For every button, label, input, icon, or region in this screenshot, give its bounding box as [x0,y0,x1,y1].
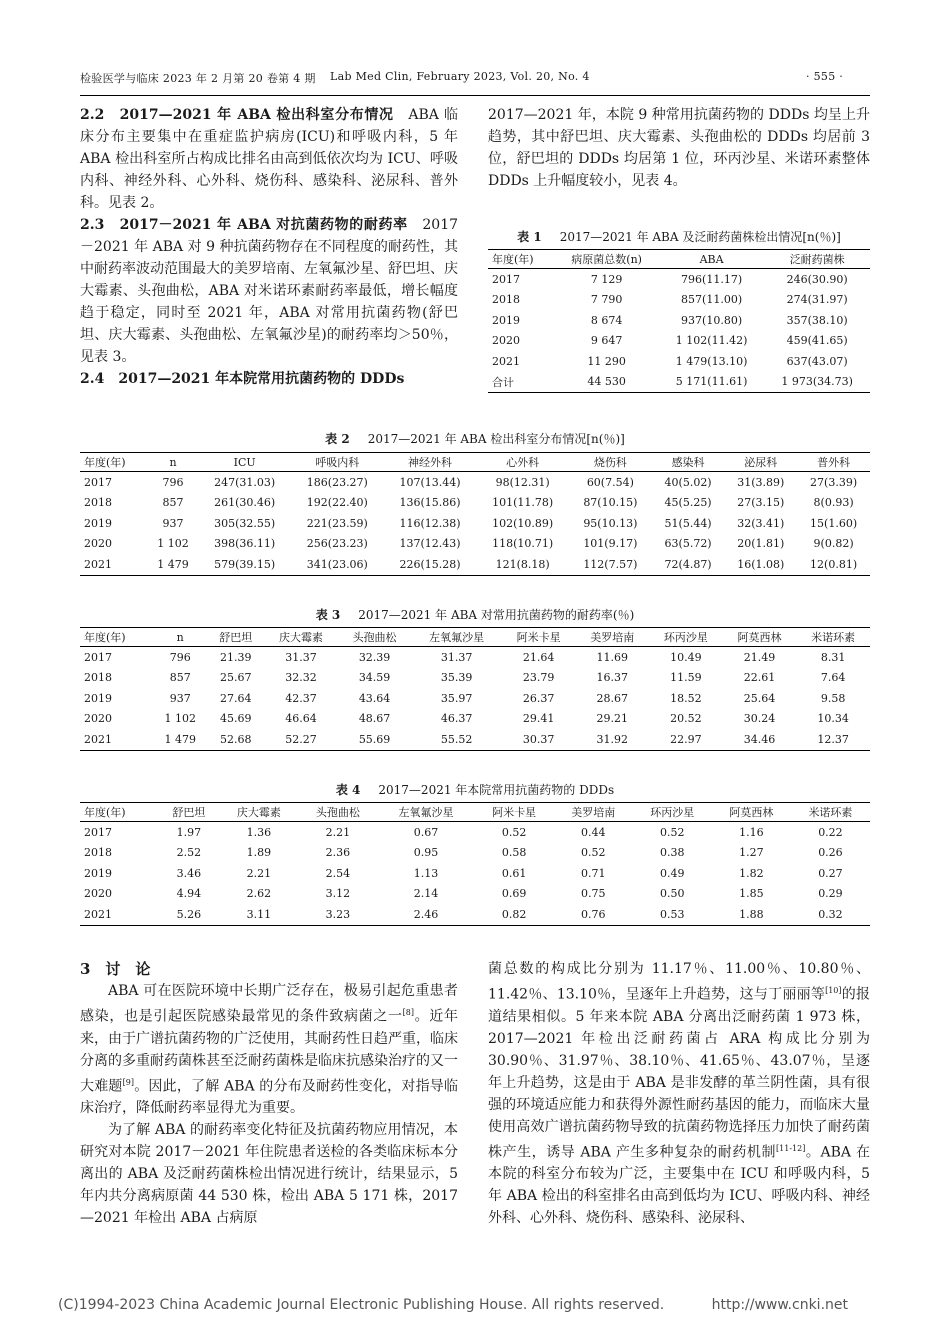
table-cell: 72(4.87) [652,554,725,575]
table-cell: 31.37 [285,650,317,664]
table-cell: 51(5.44) [664,516,712,530]
section-2-4-heading: 2.4 2017—2021 年本院常用抗菌药物的 DDDs [80,371,405,387]
table-cell: 29.41 [522,712,555,726]
table-cell: 0.26 [818,846,843,860]
table-cell: 0.67 [413,825,439,839]
table-cell: 0.82 [475,904,554,925]
column-header: 泛耐药菌株 [764,250,870,269]
right-column-top [488,104,870,192]
table-row [80,554,870,575]
table-cell: 63(5.72) [664,537,712,551]
table-cell: 1 479 [153,729,207,750]
journal-header-cn: 检验医学与临床 2023 年 2 月第 20 卷第 4 期 [80,72,316,85]
table-row [488,351,870,372]
table-cell: 31(3.89) [737,475,785,489]
section-2-2-body: ABA 临床分布主要集中在重症监护病房(ICU)和呼吸内科，5 年 ABA 检出科室所占构成比排名由高到低依次均为 ICU、呼吸内科、神经外科、心外科、烧伤科、感染科、泌尿科、普外科。见表 2。 [80,107,459,211]
table-cell: 21.49 [743,650,776,664]
section-2-3-heading: 2.3 2017－2021 年 ABA 对抗菌药物的耐药率 [80,217,408,233]
column-header: ABA [659,250,765,269]
table-cell: 1.85 [739,887,764,901]
table-cell: 1.27 [739,846,764,860]
table-cell: 1 479(13.10) [675,354,748,368]
table-cell: 16(1.08) [724,554,797,575]
table-cell: 合计 [488,372,554,393]
table-cell: 2021 [80,554,148,575]
column-header: 阿米卡星 [502,628,576,647]
header-rule [80,95,870,96]
table-cell: 2.62 [246,887,272,901]
discussion-paragraph-2-continued: 菌总数的构成比分别为 11.17％、11.00％、10.80％、11.42％、13.10％，呈逐年上升趋势，这与丁丽丽等[10]的报道结果相似。5 年来本院 ABA 分离出泛耐药菌 1 973 株，2017—2021 年检出泛耐药菌占 ARA 构成比分别为 30.90％、31.97％、38.10％、41.65％、43.07％，呈逐年上升趋势，这是由于 ABA 是非发酵的革兰阴性菌，具有很强的环境适应能力和获得外源性耐药基因的能力，而临床大量使用高效广谱抗菌药物导致的抗菌药物选择压力加快了耐药菌株产生，诱导 ABA 产生多种复杂的耐药机制[11-12]。ABA 在本院的科室分布较为广泛，主要集中在 ICU 和呼吸内科，5 年 ABA 检出的科室排名由高到低均为 ICU、呼吸内科、神经外科、心外科、烧伤科、感染科、泌尿科、 [488,961,870,1227]
table-header-row [488,250,870,269]
table-3 [80,627,870,751]
table-cell: 0.32 [791,904,870,925]
table-cell: 11.59 [670,671,702,685]
table-cell: 52.68 [207,729,264,750]
table-cell: 32.39 [358,650,391,664]
table-cell: 46.37 [440,712,473,726]
table-cell: 8 674 [590,313,623,327]
table-cell: 4.94 [176,887,202,901]
table-cell: 937 [169,691,191,705]
table-cell: 1 102 [157,537,189,551]
table-cell: 10.34 [817,712,849,726]
table-cell: 937(10.80) [681,313,743,327]
table-cell: 8(0.93) [813,496,854,510]
column-header: 庆大霉素 [219,803,298,822]
table-cell: 0.27 [818,866,843,880]
table-cell: 2020 [84,887,112,901]
section-2-4-body: 2017—2021 年，本院 9 种常用抗菌药物的 DDDs 均呈上升趋势，其中舒巴坦、庆大霉素、头孢曲松的 DDDs 均居前 3 位，舒巴坦的 DDDs 均居第 1 位，环丙沙星、米诺环素整体 DDDs 上升幅度较小，见表 4。 [488,107,870,189]
table-cell: 0.61 [501,866,527,880]
column-header: 舒巴坦 [207,628,264,647]
table-cell: 1 973(34.73) [764,372,870,393]
footer [58,1297,918,1313]
table-1 [488,249,870,393]
table-cell: 21.39 [220,650,252,664]
table-cell: 22.97 [649,729,723,750]
table-cell: 31.37 [440,650,473,664]
table-cell: 9 647 [590,334,623,348]
column-header: 年度(年) [80,628,153,647]
citation-9: [9] [122,1077,134,1087]
column-header: 美罗培南 [575,628,649,647]
column-header: 泌尿科 [724,453,797,472]
table-cell: 22.61 [743,671,776,685]
table-cell: 101(9.17) [583,537,638,551]
table-cell: 0.58 [501,846,527,860]
table-cell: 0.52 [501,825,527,839]
table-cell: 102(10.89) [492,516,554,530]
table-cell: 5 171(11.61) [659,372,765,393]
table-cell: 0.38 [660,846,685,860]
table-cell: 2020 [84,537,112,551]
table-cell: 52.27 [264,729,338,750]
table-cell: 1 479 [148,554,199,575]
table-row [80,534,870,555]
column-header: 米诺环素 [791,803,870,822]
table-cell: 20.52 [670,712,702,726]
table-4 [80,802,870,926]
table-cell: 1.16 [739,825,764,839]
table-cell: 48.67 [358,712,391,726]
table-cell: 35.97 [440,691,473,705]
table-cell: 18.52 [670,691,702,705]
table-cell: 2018 [492,293,520,307]
table-cell: 121(8.18) [476,554,569,575]
table-cell: 27(3.15) [737,496,785,510]
column-header: 庆大霉素 [264,628,338,647]
table-cell: 8.31 [820,650,846,664]
table-cell: 2.21 [325,825,351,839]
table-cell: 937 [162,516,184,530]
table-row [80,843,870,864]
column-header: ICU [198,453,291,472]
table-cell: 137(12.43) [399,537,461,551]
citation-10: [10] [825,986,842,995]
column-header: 舒巴坦 [158,803,219,822]
table-row [488,290,870,311]
table-cell: 11 290 [587,354,626,368]
table-cell: 579(39.15) [198,554,291,575]
table-cell: 7 790 [590,293,623,307]
table-header-row [80,803,870,822]
column-header: 年度(年) [488,250,554,269]
table-4-title: 表 4 2017—2021 年本院常用抗菌药物的 DDDs [335,783,615,797]
left-column-top [80,104,458,390]
table-cell: 2019 [84,691,112,705]
column-header: 年度(年) [80,803,158,822]
table-cell: 0.44 [580,825,606,839]
table-cell: 2017 [84,475,112,489]
table-cell: 186(23.27) [306,475,368,489]
table-cell: 256(23.23) [306,537,368,551]
table-3-title: 表 3 2017—2021 年 ABA 对常用抗菌药物的耐药率(％) [315,608,635,622]
table-cell: 21.64 [522,650,555,664]
table-cell: 1.88 [712,904,791,925]
table-row [80,688,870,709]
table-cell: 2018 [84,846,112,860]
table-header-row [80,628,870,647]
table-cell: 1.89 [246,846,272,860]
table-cell: 0.76 [554,904,633,925]
table-row [80,729,870,750]
table-row [488,331,870,352]
discussion-right-column [488,958,870,1229]
table-cell: 3.23 [298,904,377,925]
table-cell: 305(32.55) [214,516,276,530]
table-cell: 221(23.59) [306,516,368,530]
table-cell: 118(10.71) [492,537,554,551]
table-cell: 459(41.65) [786,334,848,348]
table-cell: 44 530 [554,372,658,393]
table-cell: 341(23.06) [291,554,384,575]
table-cell: 226(15.28) [384,554,477,575]
table-cell: 107(13.44) [399,475,461,489]
table-cell: 0.71 [580,866,606,880]
table-cell: 0.95 [413,846,439,860]
page-number: · 555 · [806,70,844,83]
table-cell: 2.54 [325,866,351,880]
section-2-2-heading: 2.2 2017—2021 年 ABA 检出科室分布情况 [80,107,394,123]
table-cell: 12.37 [796,729,870,750]
column-header: 神经外科 [384,453,477,472]
column-header: 美罗培南 [554,803,633,822]
table-cell: 2018 [84,671,112,685]
table-cell: 0.22 [818,825,843,839]
table-cell: 2017 [84,650,112,664]
table-cell: 20(1.81) [737,537,785,551]
table-2-title: 表 2 2017—2021 年 ABA 检出科室分布情况[n(％)] [325,432,625,446]
table-cell: 45.69 [220,712,252,726]
table-cell: 60(7.54) [586,475,634,489]
table-cell: 31.92 [575,729,649,750]
table-cell: 2019 [492,313,520,327]
table-cell: 42.37 [285,691,317,705]
table-row [80,668,870,689]
table-cell: 0.52 [660,825,685,839]
citation-8: [8] [402,1008,414,1017]
table-cell: 357(38.10) [786,313,848,327]
table-cell: 2020 [84,712,112,726]
journal-header-en: Lab Med Clin, February 2023, Vol. 20, No. 4 [330,70,590,83]
table-cell: 16.37 [596,671,629,685]
table-cell: 15(1.60) [810,516,858,530]
column-header: n [153,628,207,647]
table-row [80,647,870,668]
column-header: 年度(年) [80,453,148,472]
table-row [80,513,870,534]
table-cell: 2020 [492,334,520,348]
table-row [80,472,870,493]
column-header: 病原菌总数(n) [554,250,658,269]
column-header: 环丙沙星 [649,628,723,647]
table-cell: 116(12.38) [399,516,461,530]
table-cell: 30.24 [743,712,776,726]
table-cell: 1.82 [739,866,764,880]
table-cell: 46.64 [285,712,317,726]
table-cell: 26.37 [522,691,555,705]
section-3-heading: 3 讨 论 [80,960,151,978]
table-row [80,863,870,884]
table-cell: 2.46 [377,904,474,925]
table-cell: 30.37 [502,729,576,750]
table-cell: 9(0.82) [813,537,854,551]
table-cell: 87(10.15) [583,496,638,510]
table-cell: 34.59 [358,671,391,685]
table-cell: 1 102(11.42) [675,334,748,348]
table-cell: 0.53 [633,904,712,925]
column-header: 米诺环素 [796,628,870,647]
table-cell: 3.12 [325,887,351,901]
footer-url: http://www.cnki.net [711,1297,848,1313]
table-cell: 27(3.39) [810,475,858,489]
table-cell: 857 [169,671,191,685]
table-row [80,493,870,514]
table-1-title: 表 1 2017—2021 年 ABA 及泛耐药菌株检出情况[n(％)] [517,230,841,244]
table-cell: 2.14 [413,887,439,901]
column-header: 阿米卡星 [475,803,554,822]
column-header: 头孢曲松 [298,803,377,822]
column-header: 左氧氟沙星 [377,803,474,822]
table-cell: 1.97 [176,825,202,839]
table-row [80,904,870,925]
footer-copyright: (C)1994-2023 China Academic Journal Electronic Publishing House. All rights reserved. [58,1297,665,1313]
table-row [80,709,870,730]
column-header: 普外科 [797,453,870,472]
table-cell: 101(11.78) [492,496,554,510]
table-row [488,269,870,290]
column-header: 阿莫西林 [712,803,791,822]
table-row [80,822,870,843]
table-cell: 1.13 [413,866,439,880]
table-row [488,372,870,393]
table-cell: 796 [162,475,184,489]
table-cell: 2021 [492,354,520,368]
table-cell: 7 129 [590,272,623,286]
table-cell: 55.52 [411,729,501,750]
table-cell: 637(43.07) [786,354,848,368]
table-cell: 2019 [84,866,112,880]
table-cell: 2019 [84,516,112,530]
table-cell: 857(11.00) [681,293,743,307]
column-header: 感染科 [652,453,725,472]
table-cell: 12(0.81) [797,554,870,575]
table-cell: 25.64 [743,691,776,705]
table-cell: 0.69 [501,887,527,901]
table-cell: 0.29 [818,887,843,901]
table-cell: 9.58 [820,691,846,705]
table-cell: 55.69 [338,729,412,750]
table-cell: 95(10.13) [583,516,638,530]
table-cell: 3.46 [176,866,202,880]
discussion-left-column [80,980,458,1229]
column-header: 环丙沙星 [633,803,712,822]
table-header-row [80,453,870,472]
table-cell: 0.50 [660,887,685,901]
table-cell: 2.21 [246,866,272,880]
table-cell: 28.67 [596,691,629,705]
table-cell: 398(36.11) [214,537,276,551]
section-2-3-body: 2017－2021 年 ABA 对 9 种抗菌药物存在不同程度的耐药性，其中耐药率波动范围最大的美罗培南、左氧氟沙星、舒巴坦、庆大霉素、头孢曲松，ABA 对米诺环素耐药率最低，增长幅度趋于稳定，同时至 2021 年，ABA 对常用抗菌药物(舒巴坦、庆大霉素、头孢曲松、左氧氟沙星)的耐药率均＞50％，见表 3。 [80,217,459,365]
table-cell: 0.75 [580,887,606,901]
table-cell: 45(5.25) [664,496,712,510]
table-cell: 112(7.57) [569,554,652,575]
table-cell: 0.49 [660,866,685,880]
table-cell: 136(15.86) [399,496,461,510]
table-cell: 32(3.41) [737,516,785,530]
table-cell: 5.26 [158,904,219,925]
table-cell: 192(22.40) [306,496,368,510]
table-cell: 7.64 [820,671,846,685]
table-cell: 27.64 [220,691,252,705]
table-cell: 23.79 [522,671,555,685]
table-cell: 857 [162,496,184,510]
table-cell: 246(30.90) [786,272,848,286]
table-row [80,884,870,905]
discussion-paragraph-1: ABA 可在医院环境中长期广泛存在，极易引起危重患者感染，也是引起医院感染最常见的条件致病菌之一[8]。近年来，由于广谱抗菌药物的广泛使用，其耐药性日趋严重，临床分离的多重耐药菌株甚至泛耐药菌株是临床抗感染治疗的又一大难题[9]。因此，了解 ABA 的分布及耐药性变化，对指导临床治疗，降低耐药率显得尤为重要。 [80,983,458,1117]
table-cell: 2021 [80,904,158,925]
table-cell: 1 102 [164,712,196,726]
table-cell: 11.69 [596,650,629,664]
table-cell: 274(31.97) [786,293,848,307]
table-cell: 2017 [492,272,520,286]
column-header: 烧伤科 [569,453,652,472]
table-cell: 10.49 [670,650,702,664]
column-header: 心外科 [476,453,569,472]
table-cell: 40(5.02) [664,475,712,489]
table-cell: 261(30.46) [214,496,276,510]
column-header: n [148,453,199,472]
column-header: 阿莫西林 [723,628,797,647]
table-cell: 2021 [80,729,153,750]
table-cell: 34.46 [723,729,797,750]
table-cell: 98(12.31) [495,475,550,489]
table-cell: 2.36 [325,846,351,860]
table-cell: 2018 [84,496,112,510]
table-cell: 43.64 [358,691,391,705]
column-header: 头孢曲松 [338,628,412,647]
column-header: 呼吸内科 [291,453,384,472]
table-cell: 1.36 [246,825,272,839]
table-cell: 35.39 [440,671,473,685]
table-cell: 247(31.03) [214,475,276,489]
column-header: 左氧氟沙星 [411,628,501,647]
table-row [488,310,870,331]
discussion-paragraph-2: 为了解 ABA 的耐药率变化特征及抗菌药物应用情况，本研究对本院 2017－2021 年住院患者送检的各类临床标本分离出的 ABA 及泛耐药菌株检出情况进行统计，结果显示，5 年内共分离病原菌 44 530 株，检出 ABA 5 171 株，2017—2021 年检出 ABA 占病原 [80,1122,458,1227]
table-2 [80,452,870,576]
citation-11-12: [11-12] [776,1143,806,1153]
table-cell: 0.52 [580,846,606,860]
table-cell: 796 [169,650,191,664]
table-cell: 2.52 [176,846,202,860]
table-cell: 796(11.17) [681,272,743,286]
table-cell: 32.32 [285,671,317,685]
table-cell: 3.11 [219,904,298,925]
table-cell: 2017 [84,825,112,839]
table-cell: 29.21 [596,712,629,726]
table-cell: 25.67 [220,671,252,685]
